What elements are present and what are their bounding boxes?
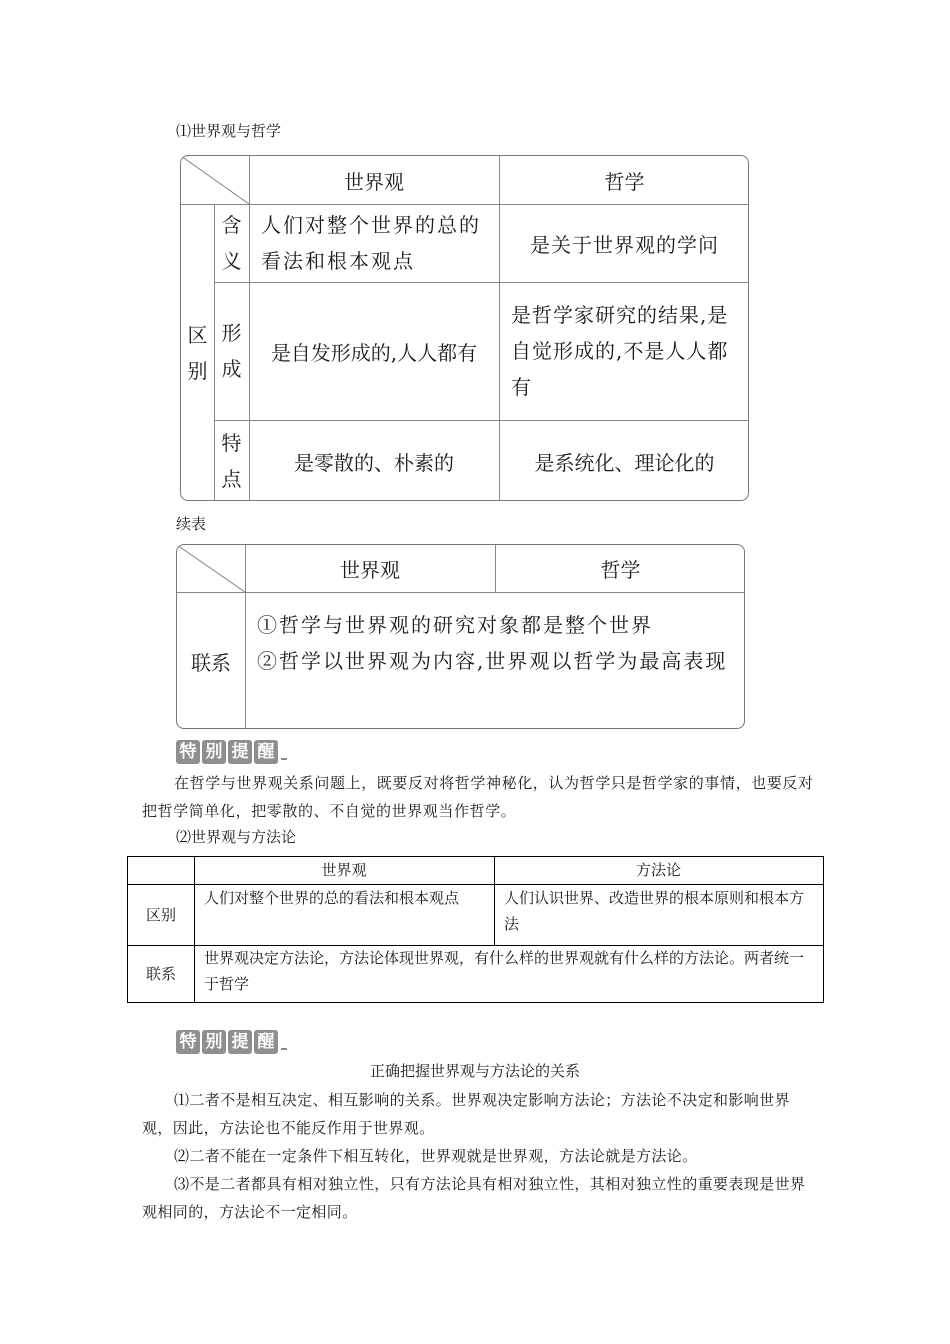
cell-formation-philosophy: 是哲学家研究的结果,是自觉形成的,不是人人都有 — [511, 303, 729, 399]
continued-table-label: 续表 — [176, 515, 207, 533]
cell-feature-worldview: 是零散的、朴素的 — [294, 450, 454, 475]
cell-formation-worldview: 是自发形成的,人人都有 — [270, 340, 478, 365]
diagonal-header-corner — [177, 545, 245, 592]
cell-feature-philosophy: 是系统化、理论化的 — [534, 450, 715, 475]
section-title-worldview-philosophy: ⑴世界观与哲学 — [176, 122, 282, 140]
special-reminder-badge: 特 别 提 醒 — [176, 740, 287, 764]
reminder-heading: 正确把握世界观与方法论的关系 — [369, 1062, 580, 1080]
reminder-paragraph: 在哲学与世界观关系问题上，既要反对将哲学神秘化，认为哲学只是哲学家的事情，也要反对把哲学简单化，把零散的、不自觉的世界观当作哲学。 — [142, 774, 814, 820]
header-philosophy: 哲学 — [600, 558, 641, 582]
cell-difference-worldview: 人们对整个世界的总的看法和根本观点 — [204, 889, 460, 907]
header-methodology: 方法论 — [635, 861, 681, 879]
connection-line-2: ②哲学以世界观为内容,世界观以哲学为最高表现 — [257, 649, 728, 673]
cell-difference-methodology: 人们认识世界、改造世界的根本原则和根本方法 — [504, 889, 805, 933]
section-title-worldview-methodology: ⑵世界观与方法论 — [176, 828, 297, 846]
row-label-formation: 形成 — [221, 321, 242, 381]
row-label-difference: 区别 — [145, 905, 176, 924]
row-label-connection: 联系 — [191, 650, 231, 675]
connection-line-1: ①哲学与世界观的研究对象都是整个世界 — [257, 613, 653, 637]
group-label-difference: 区别 — [187, 323, 208, 383]
header-worldview: 世界观 — [321, 861, 367, 879]
reminder-item-3: ⑶不是二者都具有相对独立性，只有方法论具有相对独立性，其相对独立性的重要表现是世界观相同的，方法论不一定相同。 — [142, 1175, 806, 1221]
special-reminder-badge: 特 别 提 醒 — [176, 1030, 287, 1054]
diagonal-header-corner — [181, 156, 249, 204]
cell-meaning-philosophy: 是关于世界观的学问 — [530, 232, 719, 257]
header-worldview: 世界观 — [344, 169, 404, 194]
row-label-connection: 联系 — [145, 964, 176, 983]
worldview-philosophy-continued-table — [176, 544, 745, 729]
reminder-item-1: ⑴二者不是相互决定、相互影响的关系。世界观决定影响方法论；方法论不决定和影响世界观，因此，方法论也不能反作用于世界观。 — [142, 1091, 791, 1137]
reminder-item-2: ⑵二者不能在一定条件下相互转化，世界观就是世界观，方法论就是方法论。 — [174, 1147, 698, 1165]
header-worldview: 世界观 — [340, 558, 400, 582]
worldview-methodology-table — [127, 856, 824, 1003]
worldview-philosophy-table — [180, 155, 749, 501]
connection-content — [257, 607, 737, 679]
cell-meaning-worldview: 人们对整个世界的总的看法和根本观点 — [261, 213, 481, 273]
reminder-list — [142, 1086, 818, 1226]
row-label-meaning: 含义 — [221, 213, 242, 273]
cell-connection-text: 世界观决定方法论，方法论体现世界观，有什么样的世界观就有什么样的方法论。两者统一于哲学 — [204, 949, 805, 993]
header-philosophy: 哲学 — [604, 169, 645, 194]
row-label-feature: 特点 — [221, 431, 242, 491]
